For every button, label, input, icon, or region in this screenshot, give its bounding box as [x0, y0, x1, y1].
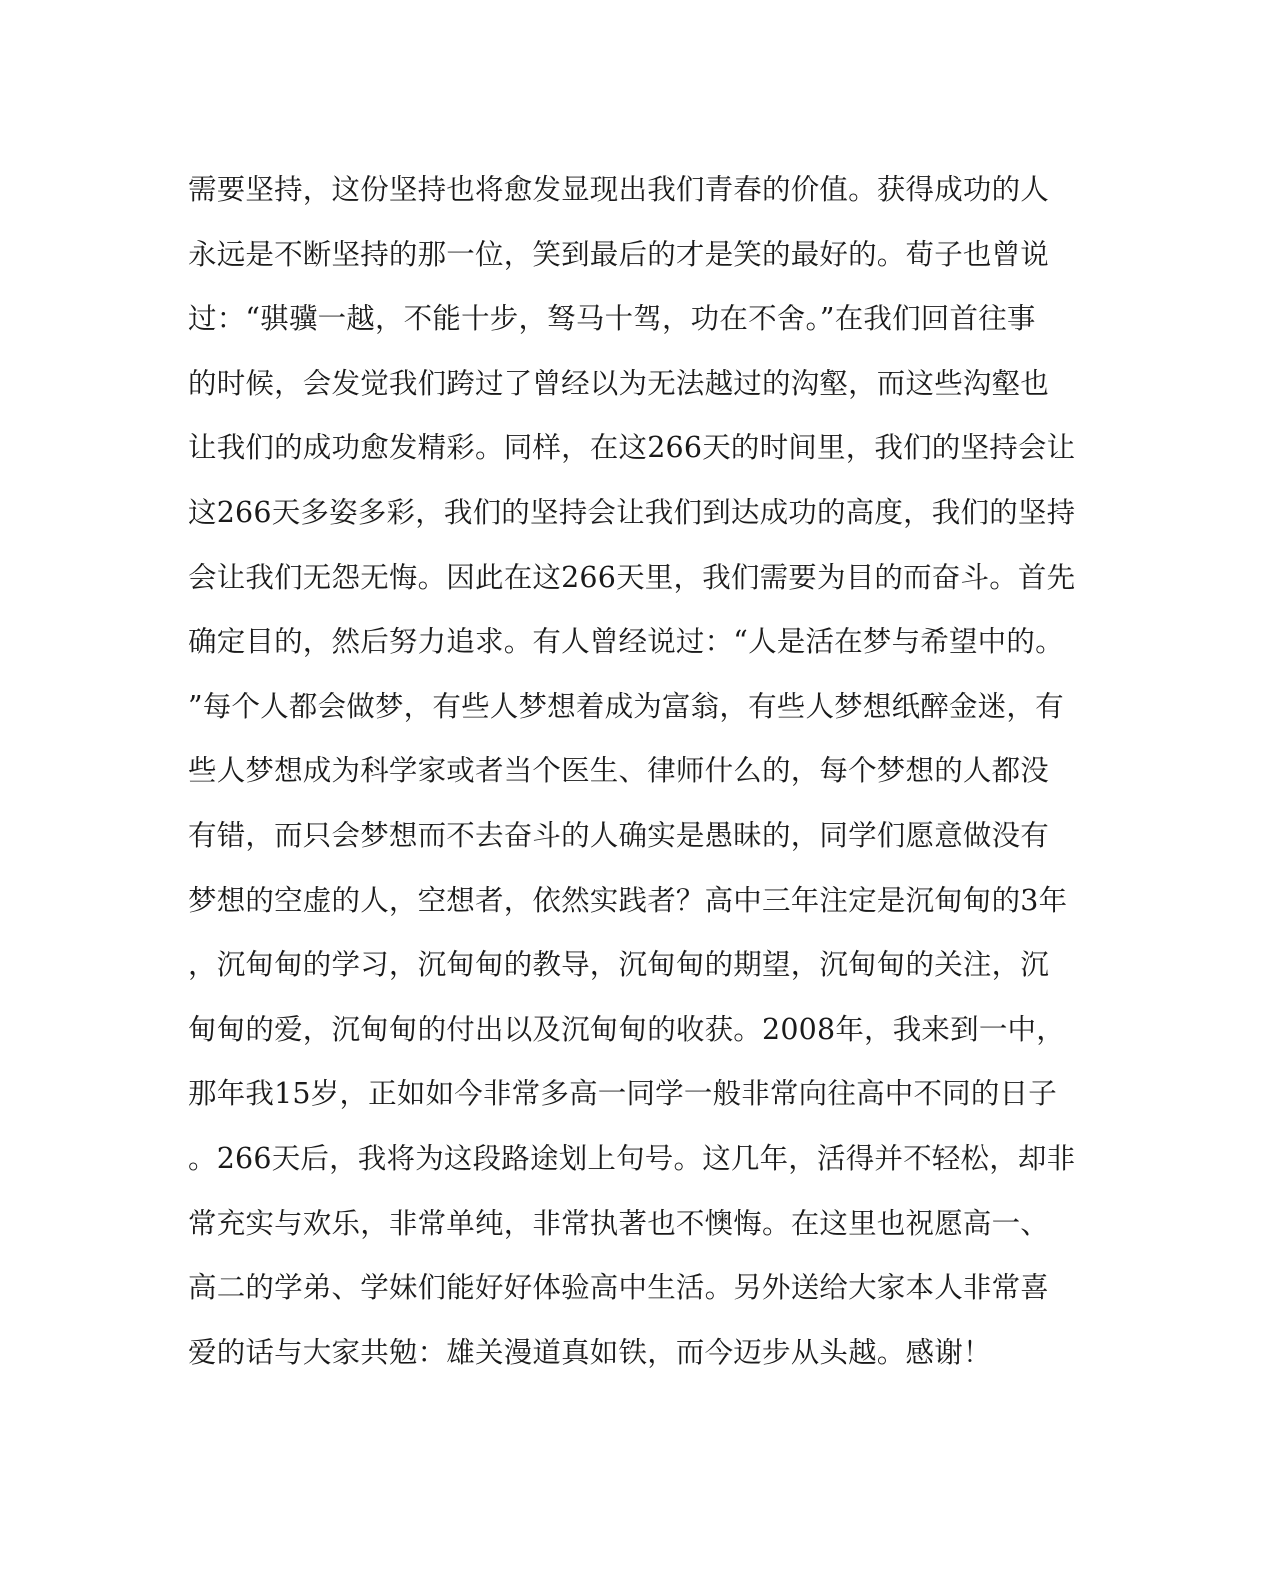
text-line: 需要坚持，这份坚持也将愈发显现出我们青春的价值。获得成功的人	[188, 173, 1050, 206]
text-line: ，沉甸甸的学习，沉甸甸的教导，沉甸甸的期望，沉甸甸的关注，沉	[188, 948, 1050, 982]
body-text	[188, 158, 1088, 1385]
text-line: 。266天后，我将为这段路途划上句号。这几年，活得并不轻松，却非	[188, 1141, 1076, 1175]
text-line: 这266天多姿多彩，我们的坚持会让我们到达成功的高度，我们的坚持	[188, 495, 1076, 529]
text-line: 永远是不断坚持的那一位，笑到最后的才是笑的最好的。荀子也曾说	[188, 237, 1050, 271]
text-line: 那年我15岁，正如如今非常多高一同学一般非常向往高中不同的日子	[188, 1077, 1057, 1111]
text-line: 过：“骐骥一越，不能十步，驽马十驾，功在不舍。”在我们回首往事	[188, 302, 1036, 336]
text-line: 让我们的成功愈发精彩。同样，在这266天的时间里，我们的坚持会让	[188, 431, 1076, 465]
text-line: 高二的学弟、学妹们能好好体验高中生活。另外送给大家本人非常喜	[188, 1271, 1050, 1305]
text-line: 甸甸的爱，沉甸甸的付出以及沉甸甸的收获。2008年，我来到一中，	[188, 1012, 1065, 1046]
text-line: 确定目的，然后努力追求。有人曾经说过：“人是活在梦与希望中的。	[188, 625, 1064, 659]
text-line: 梦想的空虚的人，空想者，依然实践者？高中三年注定是沉甸甸的3年	[188, 883, 1068, 917]
text-line: 会让我们无怨无悔。因此在这266天里，我们需要为目的而奋斗。首先	[188, 560, 1076, 594]
text-line: 有错，而只会梦想而不去奋斗的人确实是愚昧的，同学们愿意做没有	[188, 818, 1050, 852]
text-line: ”每个人都会做梦，有些人梦想着成为富翁，有些人梦想纸醉金迷，有	[188, 689, 1064, 723]
text-line: 些人梦想成为科学家或者当个医生、律师什么的，每个梦想的人都没	[188, 754, 1050, 788]
text-line: 常充实与欢乐，非常单纯，非常执著也不懊悔。在这里也祝愿高一、	[188, 1206, 1050, 1240]
text-line: 的时候，会发觉我们跨过了曾经以为无法越过的沟壑，而这些沟壑也	[188, 366, 1050, 400]
text-line: 爱的话与大家共勉：雄关漫道真如铁，而今迈步从头越。感谢！	[188, 1335, 992, 1369]
